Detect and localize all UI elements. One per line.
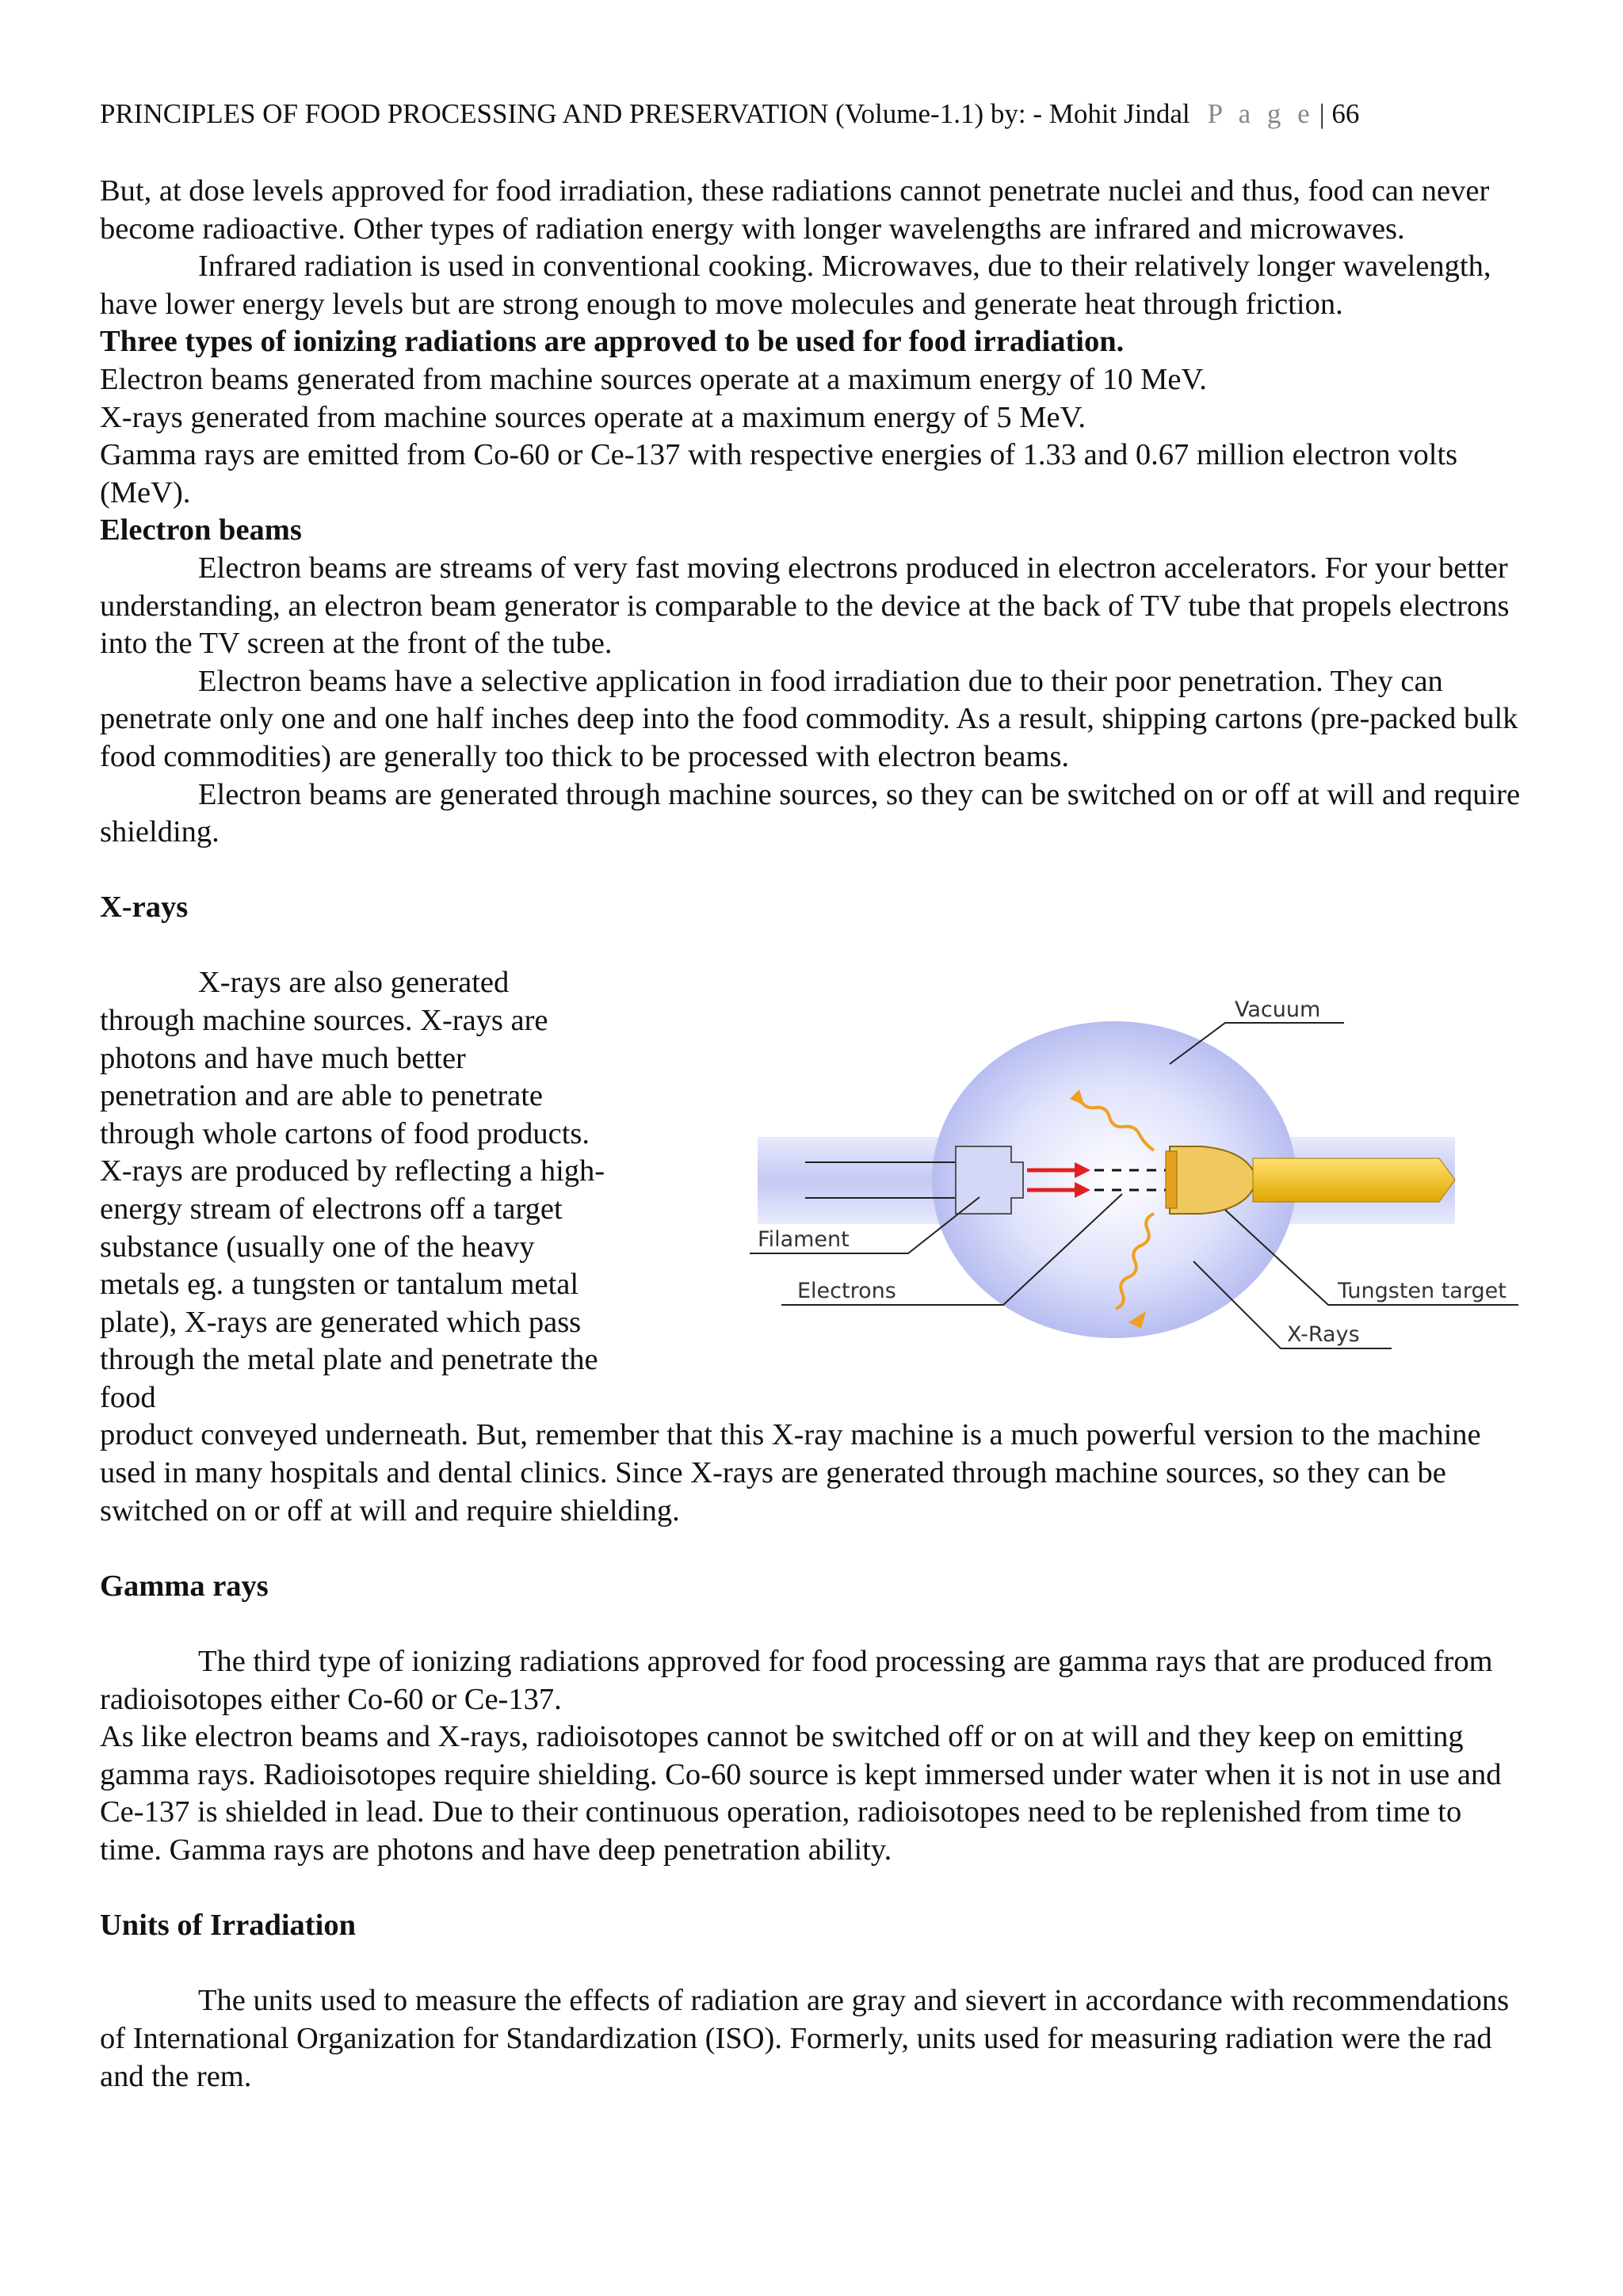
paragraph: As like electron beams and X-rays, radioisotopes cannot be switched off or on at will and they keep on emitting gamma rays. Radioisotopes require shielding. Co-60 source is kept immersed under water when it is not in use and Ce-137 is shielded in lead. Due to their continuous operation, radioisotopes need to be replenished from time to time. Gamma rays are photons and have deep penetration ability. xyxy=(100,1720,1502,1867)
label-x-rays: X-Rays xyxy=(1287,1322,1360,1348)
paragraph: Electron beams have a selective application in food irradiation due to their poor penetration. They can penetrate only one and one half inches deep into the food commodity. As a result, shipping cartons (pre-packed bulk food commodities) are generally too thick to be processed with electron beams. xyxy=(100,664,1518,773)
paragraph: The third type of ionizing radiations approved for food processing are gamma rays that are produced from radioisotopes either Co-60 or Ce-137. xyxy=(100,1645,1493,1716)
heading-electron-beams: Electron beams xyxy=(100,513,302,547)
x-ray-section xyxy=(100,964,1526,1417)
label-tungsten-target: Tungsten target xyxy=(1338,1279,1507,1304)
paragraph: product conveyed underneath. But, remember that this X-ray machine is a much powerful version to the machine used in many hospitals and dental clinics. Since X-rays are generated through machine sources, so they can be switched on or off at will and require shielding. xyxy=(100,1418,1481,1527)
header-page-number: 66 xyxy=(1331,98,1360,129)
header-page-word: P a g e xyxy=(1207,98,1315,129)
paragraph: Electron beams are generated through machine sources, so they can be switched on or off at will and require shielding. xyxy=(100,777,1521,849)
paragraph: The units used to measure the effects of radiation are gray and sievert in accordance with recommendations of International Organization for Standardization (ISO). Formerly, units used for measuring radiation were the rad and the rem. xyxy=(100,1984,1510,2093)
paragraph: Gamma rays are emitted from Co-60 or Ce-137 with respective energies of 1.33 and 0.67 million electron volts (MeV). xyxy=(100,438,1458,509)
paragraph: X-rays are also generated through machine sources. X-rays are photons and have much better penetration and are able to penetrate through whole cartons of food products. X-rays are produced by reflecting a high-energy stream of electrons off a target substance (usually one of the heavy metals eg. a tungsten or tantalum metal plate), X-rays are generated which pass through the metal plate and penetrate the food xyxy=(100,966,605,1414)
heading-x-rays: X-rays xyxy=(100,891,189,925)
label-vacuum: Vacuum xyxy=(1235,997,1321,1023)
paragraph: Infrared radiation is used in conventional cooking. Microwaves, due to their relatively longer wavelength, have lower energy levels but are strong enough to move molecules and generate heat through friction. xyxy=(100,250,1491,321)
heading-units-of-irradiation: Units of Irradiation xyxy=(100,1909,356,1943)
paragraph: Electron beams generated from machine sources operate at a maximum energy of 10 MeV. xyxy=(100,362,1207,396)
paragraph: X-rays generated from machine sources operate at a maximum energy of 5 MeV. xyxy=(100,400,1086,434)
anode-rod xyxy=(1253,1158,1455,1202)
target-face xyxy=(1166,1151,1177,1208)
paragraph: Electron beams are streams of very fast moving electrons produced in electron accelerators. For your better understanding, an electron beam generator is comparable to the device at the back of TV tube that propels electrons into the TV screen at the front of the tube. xyxy=(100,551,1510,661)
paragraph: But, at dose levels approved for food irradiation, these radiations cannot penetrate nuclei and thus, food can never become radioactive. Other types of radiation energy with longer wavelengths are infrared and microwaves. xyxy=(100,174,1490,246)
heading-three-types: Three types of ionizing radiations are approved to be used for food irradiation. xyxy=(100,325,1125,359)
heading-gamma-rays: Gamma rays xyxy=(100,1569,269,1603)
x-ray-tube-diagram xyxy=(647,996,1582,1376)
page-header xyxy=(100,97,1526,132)
x-ray-tube-svg xyxy=(647,996,1582,1376)
header-title: PRINCIPLES OF FOOD PROCESSING AND PRESERVATION (Volume-1.1) by: - Mohit Jindal xyxy=(100,98,1190,129)
header-separator: | xyxy=(1319,98,1325,129)
page-body xyxy=(100,173,1526,2096)
label-filament: Filament xyxy=(758,1227,850,1253)
label-electrons: Electrons xyxy=(797,1279,896,1304)
